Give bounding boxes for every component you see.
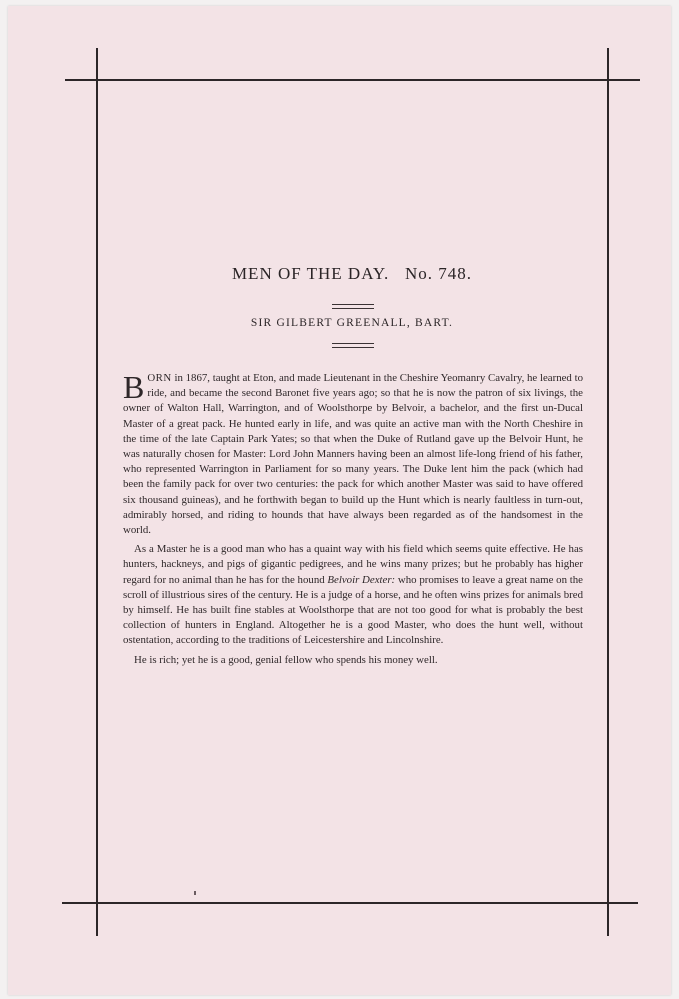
page-sheet	[8, 6, 671, 995]
hound-name: Belvoir Dexter:	[327, 573, 396, 586]
bottom-border-rule	[62, 902, 638, 904]
right-border-rule	[607, 48, 609, 936]
left-border-rule	[96, 48, 98, 936]
article-subtitle: SIR GILBERT GREENALL, BART.	[250, 317, 454, 329]
subtitle-divider	[332, 343, 374, 348]
title-divider	[332, 304, 374, 309]
drop-cap: B	[123, 369, 145, 405]
paragraph-2-text-b: who promises to leave a great name on the scroll of illustrious sires of the century. He is a judge of a horse, and he often wins prizes for animals bred by himself. He has built fine stables at Woolsthorpe that are not too good for what is probably the best collection of hunters in England. Altogether he is a good Master, who does the hunt well, without ostentation, according to the traditions of Leicestershire and Lincolnshire.	[123, 573, 583, 647]
paragraph-1	[123, 371, 583, 538]
paper-speck	[194, 891, 196, 895]
paragraph-1-text: in 1867, taught at Eton, and made Lieutenant in the Cheshire Yeomanry Cavalry, he learned to ride, and became the second Baronet five years ago; so that he is now the patron of six livings, the owner of Walton Hall, Warrington, and of Woolsthorpe by Belvoir, a bachelor, and the first un-Ducal Master of a great pack. He hunted early in life, and was quite an active man with the North Cheshire in the time of the late Captain Park Yates; so that when the Duke of Rutland gave up the Belvoir Hunt, he was naturally chosen for Master: Lord John Manners having been an almost life-long friend of his father, who represented Warrington in Parliament for so many years. The Duke lent him the pack (which had been the family pack for over two centuries: the pack for which another Master was said to have offered six thousand guineas), and he forthwith began to build up the Hunt which is nearly faultless in turn-out, admirably horsed, and riding to hounds that have always been regarded as of the handsomest in the world.	[123, 372, 584, 537]
top-border-rule	[65, 79, 640, 81]
paragraph-2	[123, 542, 583, 648]
paragraph-2-text-a: As a Master he is a good man who has a quaint way with his field which seems quite effective. He has hunters, hackneys, and pigs of gigantic pedigrees, and he wins many prizes; but he probably has higher regard for no animal than he has for the hound	[123, 543, 583, 586]
lead-word: ORN	[147, 372, 172, 384]
paragraph-3: He is rich; yet he is a good, genial fellow who spends his money well.	[134, 653, 438, 666]
page-title: MEN OF THE DAY. No. 748.	[231, 264, 473, 283]
article-body	[123, 371, 583, 672]
